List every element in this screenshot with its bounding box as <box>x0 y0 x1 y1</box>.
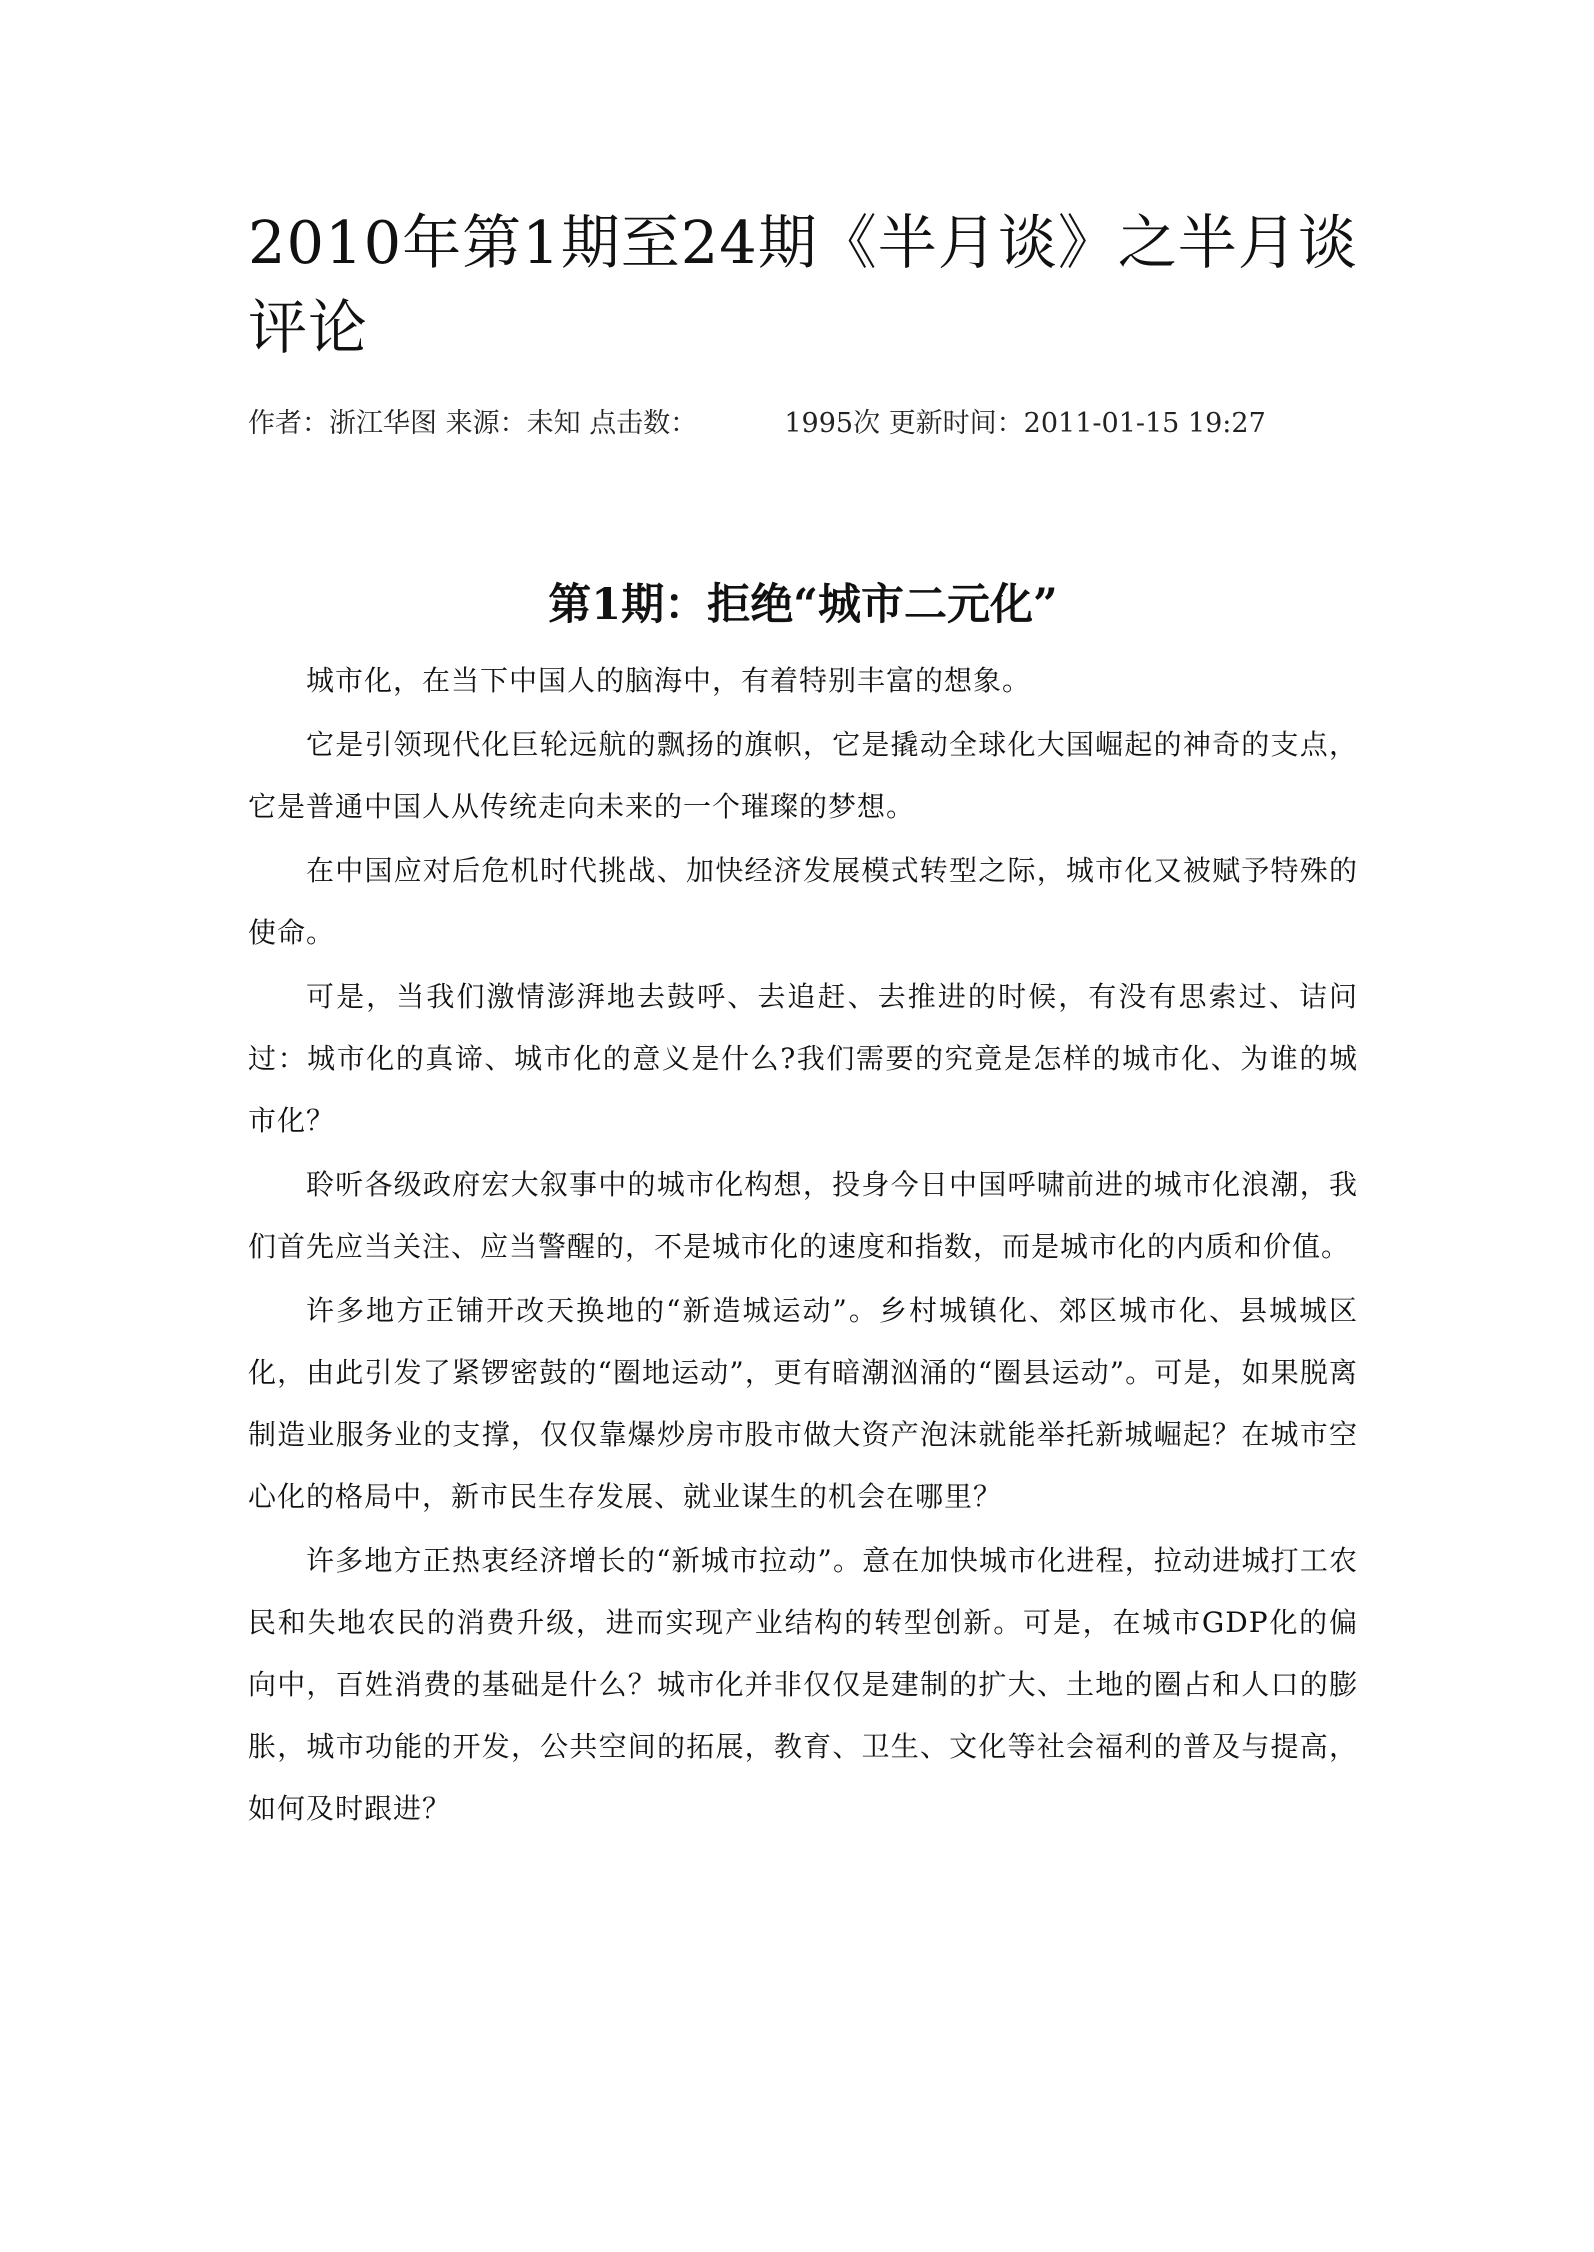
meta-author: 作者：浙江华图 <box>248 408 437 439</box>
meta-clicks-label: 点击数： <box>589 408 698 439</box>
article-meta <box>248 404 1368 444</box>
paragraph: 在中国应对后危机时代挑战、加快经济发展模式转型之际，城市化又被赋予特殊的使命。 <box>248 854 1358 949</box>
meta-source: 来源：未知 <box>445 408 581 439</box>
section-title: 第1期：拒绝“城市二元化” <box>548 580 1058 630</box>
paragraph: 许多地方正铺开改天换地的“新造城运动”。乡村城镇化、郊区城市化、县城城区化，由此引发了紧锣密鼓的“圈地运动”，更有暗潮汹涌的“圈县运动”。可是，如果脱离制造业服务业的支撑，仅仅靠爆炒房市股市做大资产泡沫就能举托新城崛起？在城市空心化的格局中，新市民生存发展、就业谋生的机会在哪里？ <box>248 1294 1358 1513</box>
paragraph: 许多地方正热衷经济增长的“新城市拉动”。意在加快城市化进程，拉动进城打工农民和失地农民的消费升级，进而实现产业结构的转型创新。可是，在城市GDP化的偏向中，百姓消费的基础是什么？城市化并非仅仅是建制的扩大、土地的圈占和人口的膨胀，城市功能的开发，公共空间的拓展，教育、卫生、文化等社会福利的普及与提高，如何及时跟进？ <box>248 1544 1358 1825</box>
paragraph: 城市化，在当下中国人的脑海中，有着特别丰富的想象。 <box>306 664 1032 697</box>
paragraph: 它是引领现代化巨轮远航的飘扬的旗帜，它是撬动全球化大国崛起的神奇的支点，它是普通中国人从传统走向未来的一个璀璨的梦想。 <box>248 728 1358 823</box>
meta-updated: 更新时间：2011-01-15 19:27 <box>888 408 1266 439</box>
meta-clicks-value: 1995次 <box>784 408 881 439</box>
document-title: 2010年第1期至24期《半月谈》之半月谈评论 <box>248 208 1358 362</box>
article-body <box>248 650 1358 1842</box>
paragraph: 可是，当我们激情澎湃地去鼓呼、去追赶、去推进的时候，有没有思索过、诘问过：城市化的真谛、城市化的意义是什么?我们需要的究竟是怎样的城市化、为谁的城市化？ <box>248 980 1358 1137</box>
paragraph: 聆听各级政府宏大叙事中的城市化构想，投身今日中国呼啸前进的城市化浪潮，我们首先应当关注、应当警醒的，不是城市化的速度和指数，而是城市化的内质和价值。 <box>248 1168 1358 1263</box>
